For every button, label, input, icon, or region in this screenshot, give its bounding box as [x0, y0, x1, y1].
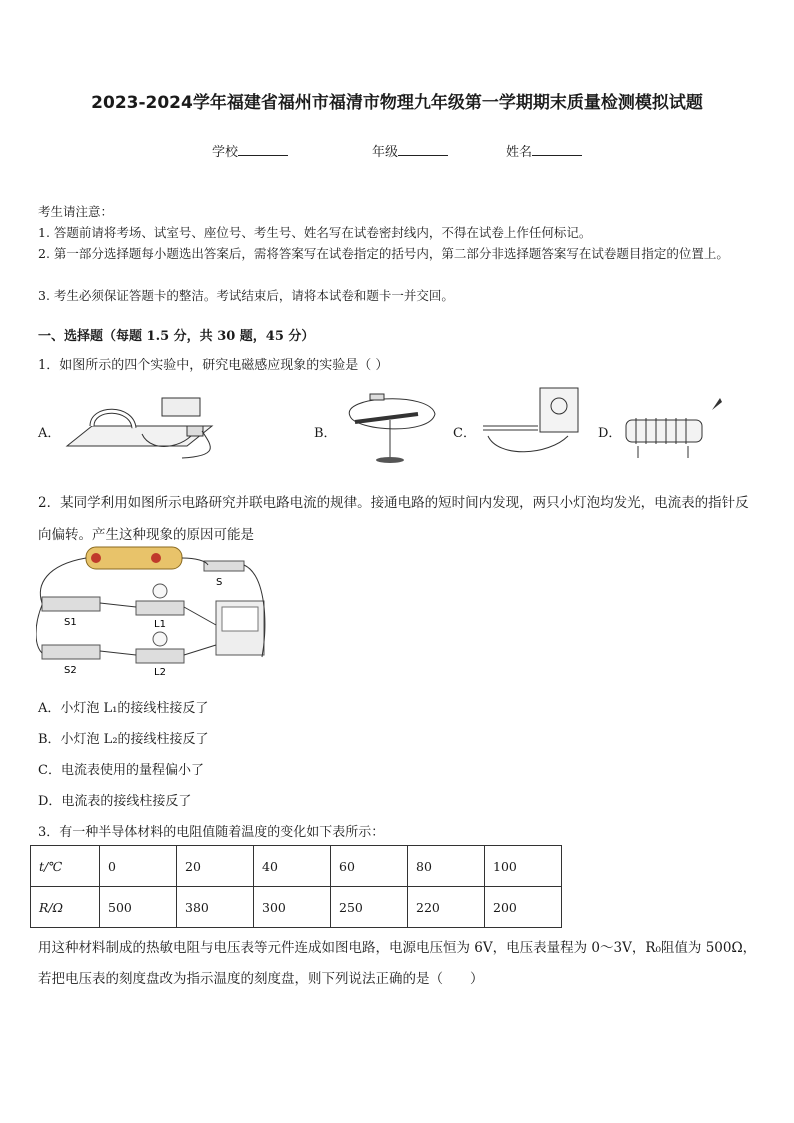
notice-item-1: 1. 答题前请将考场、试室号、座位号、考生号、姓名写在试卷密封线内，不得在试卷上作任何标记。 [38, 225, 592, 240]
table-head-t: t/℃ [31, 846, 100, 887]
q1-option-c[interactable]: C． [453, 426, 476, 441]
q3-body: 用这种材料制成的热敏电阻与电压表等元件连成如图电路，电源电压恒为 6V，电压表量程为 0～3V，R₀阻值为 500Ω，若把电压表的刻度盘改为指示温度的刻度盘，则下列说法正确的是（ ） [38, 940, 757, 987]
name-label: 姓名 [506, 145, 533, 160]
label-s1: S1 [64, 617, 77, 628]
q1-option-d[interactable]: D． [598, 426, 622, 441]
q2-option-b[interactable]: B．小灯泡 L₂的接线柱接反了 [38, 732, 209, 747]
table-cell: 40 [254, 846, 331, 887]
q1-figure-d [622, 390, 727, 460]
q1-figure-c [478, 386, 588, 464]
grade-blank[interactable] [398, 143, 448, 156]
q3-stem: 3．有一种半导体材料的电阻值随着温度的变化如下表所示： [38, 825, 385, 840]
notice-heading: 考生请注意： [38, 204, 114, 219]
page-title: 2023-2024学年福建省福州市福清市物理九年级第一学期期末质量检测模拟试题 [91, 93, 703, 113]
section-title: 一、选择题（每题 1.5 分，共 30 题，45 分） [38, 329, 315, 344]
q2-circuit-figure [36, 545, 272, 685]
table-cell: 380 [177, 887, 254, 928]
label-l1: L1 [154, 619, 166, 630]
table-row [31, 846, 562, 887]
q3-data-table [30, 845, 562, 928]
label-l2: L2 [154, 667, 166, 678]
notice-item-2: 2. 第一部分选择题每小题选出答案后，需将答案写在试卷指定的括号内，第二部分非选择题答案写在试卷题目指定的位置上。 [38, 246, 729, 261]
q1-figure-b [340, 386, 440, 468]
table-cell: 80 [408, 846, 485, 887]
q1-figure-a [62, 386, 222, 464]
table-head-r: R/Ω [31, 887, 100, 928]
notice-item-3: 3. 考生必须保证答题卡的整洁。考试结束后，请将本试卷和题卡一并交回。 [38, 288, 454, 303]
table-cell: 500 [100, 887, 177, 928]
school-blank[interactable] [238, 143, 288, 156]
table-row [31, 887, 562, 928]
grade-field [372, 141, 448, 160]
q1-option-a[interactable]: A． [38, 426, 61, 441]
name-blank[interactable] [532, 143, 582, 156]
table-cell: 0 [100, 846, 177, 887]
school-label: 学校 [212, 145, 239, 160]
label-s: S [216, 577, 223, 588]
q1-stem: 1．如图所示的四个实验中，研究电磁感应现象的实验是（ ） [38, 358, 389, 373]
q2-option-a[interactable]: A．小灯泡 L₁的接线柱接反了 [38, 701, 209, 716]
q1-option-b[interactable]: B． [314, 426, 337, 441]
table-cell: 200 [485, 887, 562, 928]
table-cell: 100 [485, 846, 562, 887]
table-cell: 20 [177, 846, 254, 887]
name-field [506, 141, 582, 160]
label-s2: S2 [64, 665, 77, 676]
table-cell: 60 [331, 846, 408, 887]
table-cell: 250 [331, 887, 408, 928]
grade-label: 年级 [372, 145, 399, 160]
q2-option-c[interactable]: C．电流表使用的量程偏小了 [38, 763, 204, 778]
q2-stem: 2．某同学利用如图所示电路研究并联电路电流的规律。接通电路的短时间内发现，两只小灯泡均发光，电流表的指针反向偏转。产生这种现象的原因可能是 [38, 495, 749, 543]
school-field [212, 141, 288, 160]
table-cell: 220 [408, 887, 485, 928]
table-cell: 300 [254, 887, 331, 928]
q2-option-d[interactable]: D．电流表的接线柱接反了 [38, 794, 192, 809]
